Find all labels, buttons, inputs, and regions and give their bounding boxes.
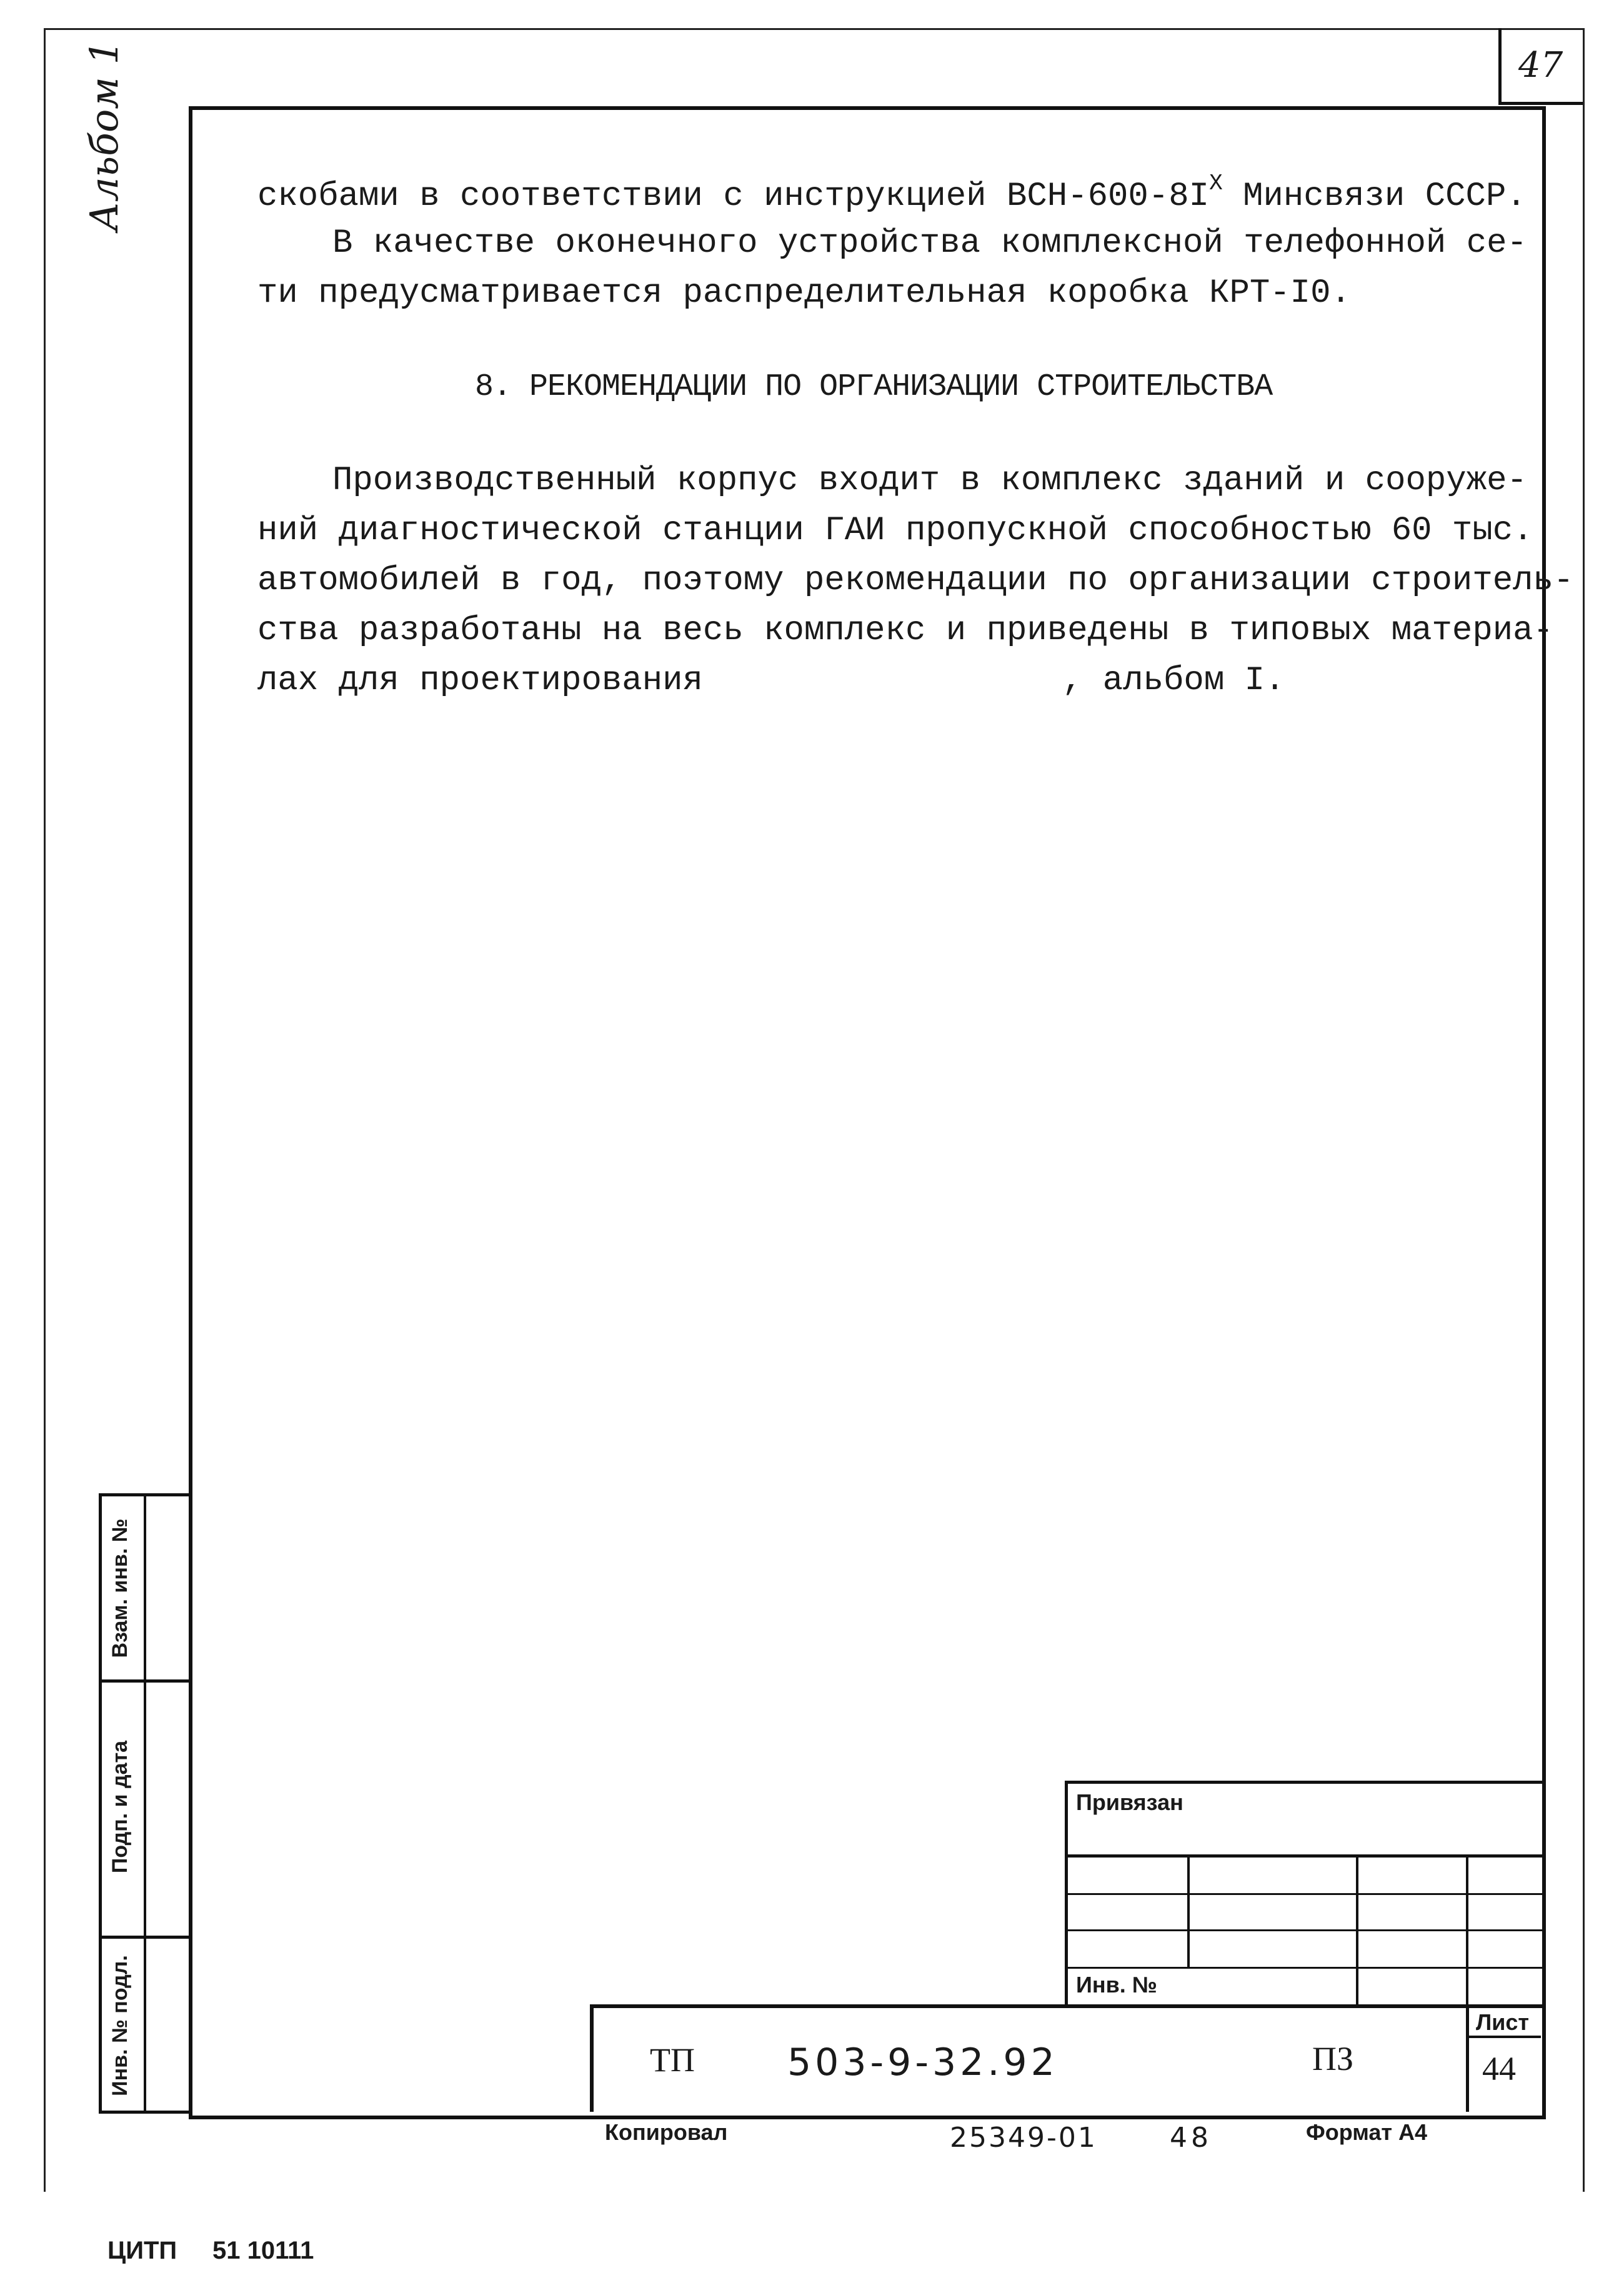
tb-row-4	[1065, 1967, 1542, 1969]
left-stamp-top	[99, 1493, 192, 1496]
para3-line-2: ний диагностической станции ГАИ пропускной способностью 60 тыс.	[257, 512, 1533, 550]
para3-line-5: лах для проектирования	[257, 662, 703, 700]
tb-list-value: 44	[1482, 2050, 1516, 2087]
tb-row-2	[1065, 1893, 1542, 1895]
tb-main-left	[590, 2004, 594, 2112]
tb-list-col	[1466, 2004, 1469, 2112]
left-stamp-bottom	[99, 2111, 192, 2114]
format-label: Формат А4	[1306, 2119, 1428, 2145]
footer-code: 51 10111	[212, 2237, 314, 2264]
tb-list-sep	[1466, 2036, 1541, 2038]
stamp-inv-podl: Инв. № подл.	[108, 1955, 132, 2096]
sheet-number: 47	[1518, 45, 1563, 86]
album-note: Альбом 1	[81, 40, 127, 231]
tb-col-2	[1356, 1856, 1358, 2006]
superscript-x: X	[1209, 171, 1223, 196]
tb-inv-no: Инв. №	[1076, 1972, 1157, 1997]
para3-line-1: Производственный корпус входит в комплекс зданий и сооруже-	[332, 462, 1527, 500]
tb-tp: ТП	[650, 2041, 695, 2079]
order-no: 25349-01	[950, 2122, 1097, 2154]
para3-line-3: автомобилей в год, поэтому рекомендации по организации строитель-	[257, 562, 1574, 600]
tb-list-label: Лист	[1476, 2009, 1530, 2035]
tb-privyazan: Привязан	[1076, 1789, 1183, 1815]
left-stamp-sep-2	[99, 1936, 192, 1939]
section-heading: 8. РЕКОМЕНДАЦИИ ПО ОРГАНИЗАЦИИ СТРОИТЕЛЬСТВА	[475, 369, 1273, 405]
stamp-vzam-inv: Взам. инв. №	[108, 1518, 132, 1658]
tb-col-3	[1466, 1856, 1468, 2006]
para2-line-2: ти предусматривается распределительная коробка КРТ-I0.	[257, 274, 1351, 312]
tb-col-1	[1187, 1856, 1190, 1968]
left-stamp-border-left	[99, 1495, 102, 2112]
tb-section: ПЗ	[1312, 2040, 1354, 2077]
tb-upper-top	[1065, 1781, 1542, 1784]
left-stamp-divider	[144, 1495, 146, 2112]
tb-main-top	[590, 2004, 1542, 2008]
stamp-podp-data: Подп. и дата	[108, 1740, 132, 1874]
tb-doc-code: 503-9-32.92	[787, 2041, 1059, 2084]
para2-line-1: В качестве оконечного устройства комплексной телефонной се-	[332, 224, 1527, 262]
left-stamp-sep-1	[99, 1679, 192, 1683]
tb-row-3	[1065, 1929, 1542, 1931]
footer-org: ЦИТП	[107, 2237, 177, 2264]
para3-line-4: ства разработаны на весь комплекс и приведены в типовых материа-	[257, 612, 1553, 650]
kopiroval: Копировал	[605, 2119, 728, 2145]
order-sub: 48	[1170, 2122, 1212, 2154]
body-line-1: скобами в соответствии с инструкцией ВСН-$600-8I^X$ Минсвязи СССР.	[257, 171, 1527, 216]
para3-line-6: , альбом I.	[1062, 662, 1285, 700]
tb-row-1	[1065, 1854, 1542, 1858]
